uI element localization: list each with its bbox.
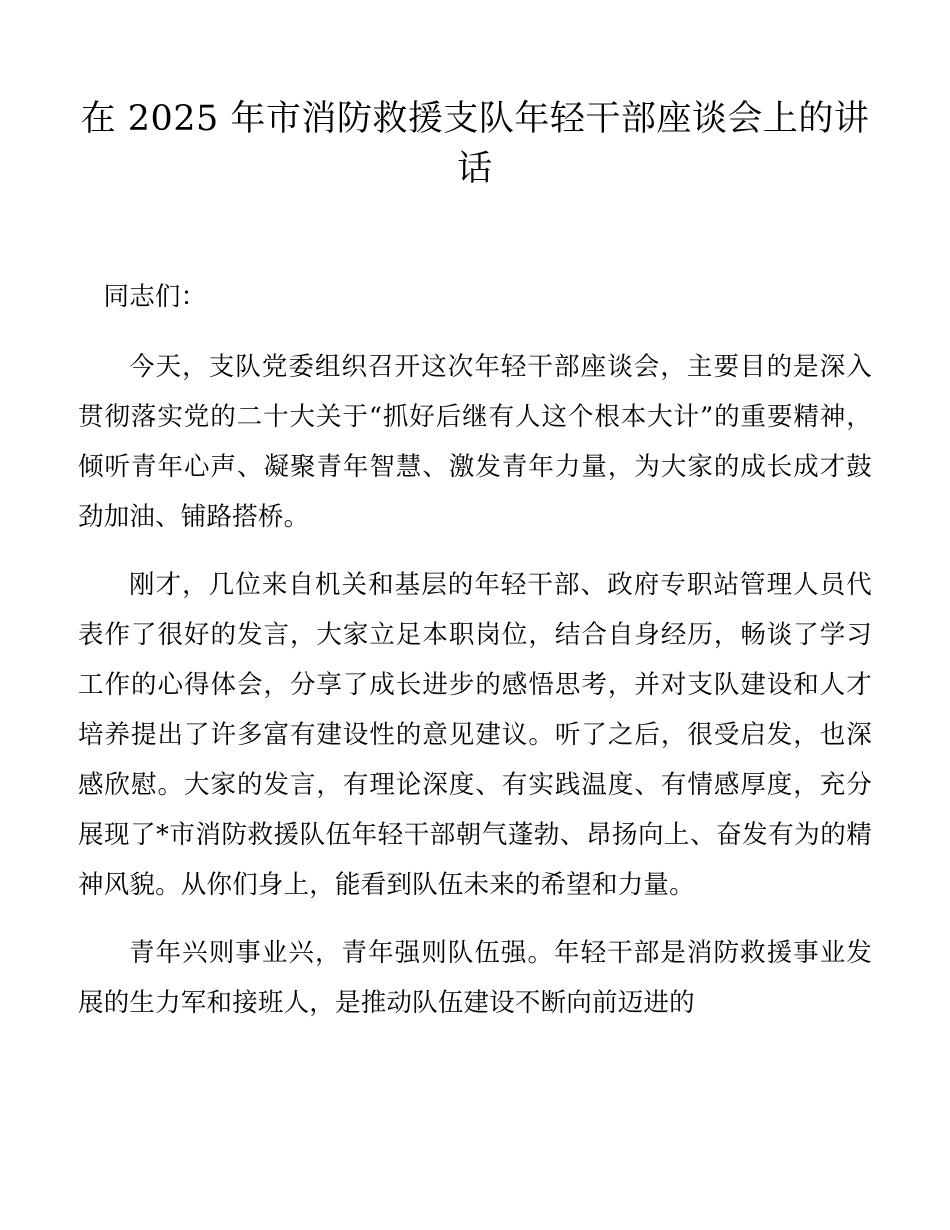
- document-body: [78, 272, 872, 1028]
- paragraph-2: 刚才，几位来自机关和基层的年轻干部、政府专职站管理人员代表作了很好的发言，大家立足本职岗位，结合自身经历，畅谈了学习工作的心得体会，分享了成长进步的感悟思考，并对支队建设和人才培养提出了许多富有建设性的意见建议。听了之后，很受启发，也深感欣慰。大家的发言，有理论深度、有实践温度、有情感厚度，充分展现了*市消防救援队伍年轻干部朝气蓬勃、昂扬向上、奋发有为的精神风貌。从你们身上，能看到队伍未来的希望和力量。: [78, 570, 872, 901]
- page-title: 在 2025 年市消防救援支队年轻干部座谈会上的讲话: [80, 99, 870, 189]
- paragraph-1: 今天，支队党委组织召开这次年轻干部座谈会，主要目的是深入贯彻落实党的二十大关于“抓好后继有人这个根本大计”的重要精神，倾听青年心声、凝聚青年智慧、激发青年力量，为大家的成长成才鼓劲加油、铺路搭桥。: [78, 352, 872, 533]
- salutation-line: 同志们：: [103, 282, 207, 313]
- paragraph-3: 青年兴则事业兴，青年强则队伍强。年轻干部是消防救援事业发展的生力军和接班人，是推动队伍建设不断向前迈进的: [78, 938, 872, 1019]
